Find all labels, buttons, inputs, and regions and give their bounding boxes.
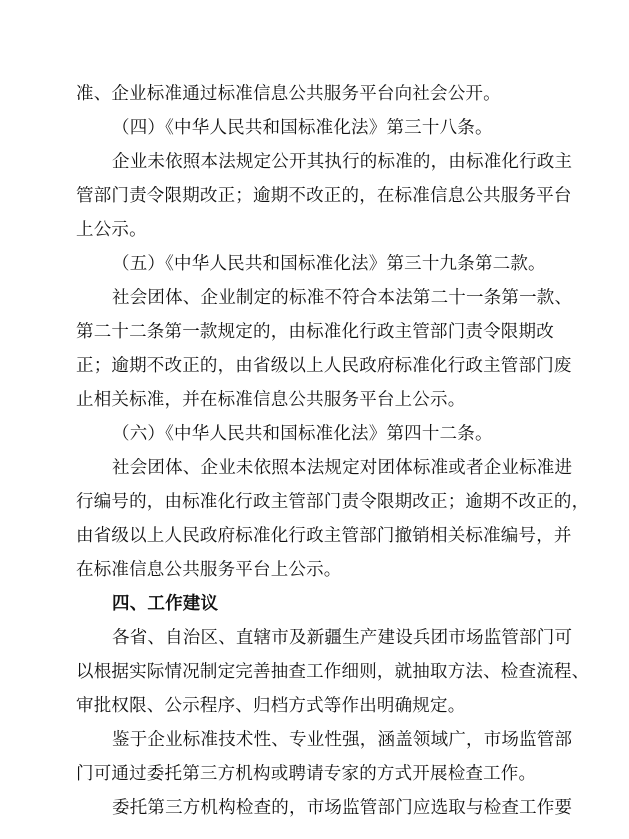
text-line: 各省、自治区、直辖市及新疆生产建设兵团市场监管部门可 xyxy=(112,628,573,648)
text-line: 在标准信息公共服务平台上公示。 xyxy=(76,560,342,580)
clause-heading: （四）《中华人民共和国标准化法》第三十八条。 xyxy=(112,118,493,138)
section-heading: 四、工作建议 xyxy=(112,594,219,614)
text-line: 企业未依照本法规定公开其执行的标准的，由标准化行政主 xyxy=(112,152,573,172)
text-line: 审批权限、公示程序、归档方式等作出明确规定。 xyxy=(76,696,466,716)
text-line: 委托第三方机构检查的，市场监管部门应选取与检查工作要 xyxy=(112,798,573,818)
text-line: 正；逾期不改正的，由省级以上人民政府标准化行政主管部门废 xyxy=(76,356,572,376)
text-line: 以根据实际情况制定完善抽查工作细则，就抽取方法、检查流程、 xyxy=(76,662,590,682)
text-line: 鉴于企业标准技术性、专业性强，涵盖领域广，市场监管部 xyxy=(112,730,573,750)
text-line: 上公示。 xyxy=(76,220,147,240)
text-line: 止相关标准，并在标准信息公共服务平台上公示。 xyxy=(76,390,466,410)
text-line: 社会团体、企业制定的标准不符合本法第二十一条第一款、 xyxy=(112,288,573,308)
text-line: 管部门责令限期改正；逾期不改正的，在标准信息公共服务平台 xyxy=(76,186,572,206)
clause-heading: （六）《中华人民共和国标准化法》第四十二条。 xyxy=(112,424,493,444)
clause-heading: （五）《中华人民共和国标准化法》第三十九条第二款。 xyxy=(112,254,546,274)
text-line: 由省级以上人民政府标准化行政主管部门撤销相关标准编号，并 xyxy=(76,526,572,546)
text-line: 门可通过委托第三方机构或聘请专家的方式开展检查工作。 xyxy=(76,764,537,784)
text-line: 社会团体、企业未依照本法规定对团体标准或者企业标准进 xyxy=(112,458,573,478)
text-line: 行编号的，由标准化行政主管部门责令限期改正；逾期不改正的， xyxy=(76,492,590,512)
text-line: 第二十二条第一款规定的，由标准化行政主管部门责令限期改 xyxy=(76,322,554,342)
text-line: 准、企业标准通过标准信息公共服务平台向社会公开。 xyxy=(76,84,501,104)
